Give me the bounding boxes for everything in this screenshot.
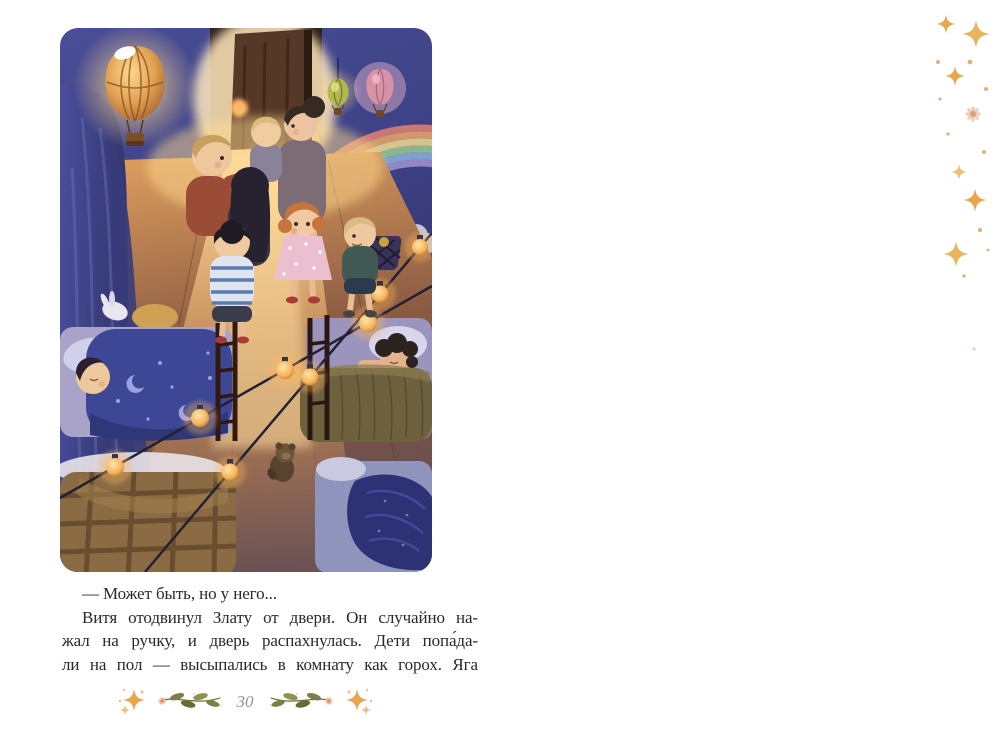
- sparkle-star-icon: [346, 686, 374, 716]
- page-number-left: 30: [236, 691, 254, 711]
- right-page: [500, 0, 1000, 736]
- star-field-decoration: [928, 4, 1000, 404]
- text-line: Витя отодвинул Злату от двери. Он случайно на-: [82, 607, 478, 627]
- gold-stars-icon: [928, 4, 1000, 404]
- balloon-lamp: [73, 28, 197, 148]
- text-line: — Может быть, но у него...: [82, 584, 277, 603]
- bed-plaid: [60, 452, 236, 572]
- floral-branch-icon: [156, 691, 224, 711]
- bed-navy: [315, 457, 432, 572]
- sparkle-star-icon: [117, 686, 145, 716]
- left-page-text: [62, 582, 478, 676]
- text-line: ли на пол — высыпались в комнату как горох. Яга: [62, 654, 478, 674]
- bedroom-illustration-art: [60, 28, 432, 572]
- door-lamp-glow: [230, 99, 248, 117]
- left-page-footer: [112, 684, 378, 718]
- text-line: жал на ручку, и дверь распахнулась. Дети попа́да-: [62, 631, 478, 650]
- bedroom-illustration: [60, 28, 432, 572]
- floral-branch-icon: [267, 691, 335, 711]
